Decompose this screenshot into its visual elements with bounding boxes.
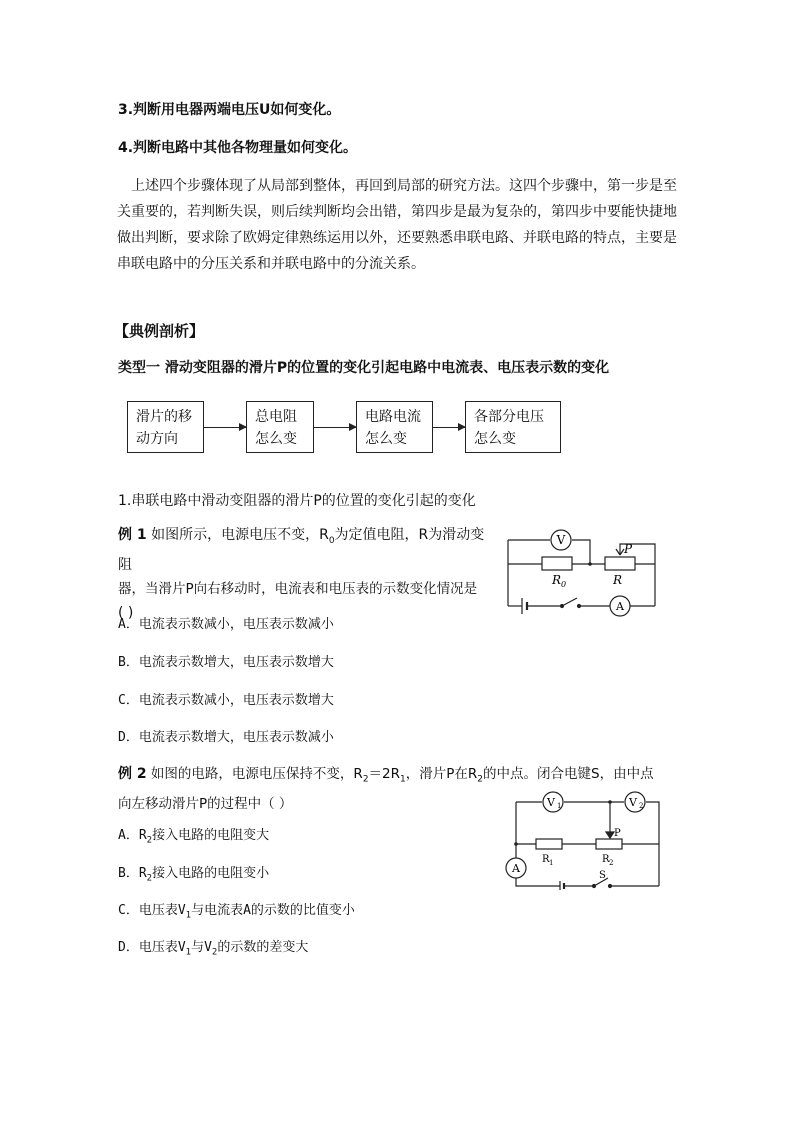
flow-box-1-line-2: 动方向 xyxy=(136,431,178,447)
example-2-stem-d: 的中点。闭合电键S，由中点 xyxy=(483,766,654,782)
r0-label: R xyxy=(552,573,562,587)
flow-arrow-3 xyxy=(433,427,465,428)
flow-box-4-line-1: 各部分电压 xyxy=(474,409,544,425)
example-2-option-d-sub2: 2 xyxy=(211,947,218,958)
example-2-sub-r2b: 2 xyxy=(477,774,484,785)
subsection-title: 1.串联电路中滑动变阻器的滑片P的位置的变化引起的变化 xyxy=(118,493,476,509)
step-3: 3.判断用电器两端电压U如何变化。 xyxy=(118,102,341,118)
step-4: 4.判断电路中其他各物理量如何变化。 xyxy=(118,140,358,156)
r1-label-sub: 1 xyxy=(549,859,554,867)
type-title: 类型一 滑动变阻器的滑片P的位置的变化引起电路中电流表、电压表示数的变化 xyxy=(118,360,610,376)
example-1-stem-line-2: 器，当滑片P向右移动时，电流表和电压表的示数变化情况是 xyxy=(118,580,478,597)
flow-box-2-line-2: 怎么变 xyxy=(255,431,297,447)
example-2-option-a-sub: 2 xyxy=(146,835,153,846)
flow-box-2 xyxy=(246,401,314,453)
example-2-option-b-sub: 2 xyxy=(146,873,153,884)
example-1-option-d: D．电流表示数增大，电压表示数减小 xyxy=(118,730,334,745)
example-1-option-c: C．电流表示数减小，电压表示数增大 xyxy=(118,693,334,708)
ammeter-label: A xyxy=(616,600,624,613)
flow-box-4-line-2: 怎么变 xyxy=(474,431,516,447)
r2-label-sub: 2 xyxy=(609,859,614,867)
example-2-stem-a: 如图的电路，电源电压保持不变，R xyxy=(150,766,363,782)
example-2-option-d-mid: 与V xyxy=(191,940,212,955)
example-2-option-d-pre: D．电压表V xyxy=(118,940,186,955)
example-2-stem-b: ＝2R xyxy=(368,766,401,782)
example-1-option-b: B．电流表示数增大，电压表示数增大 xyxy=(118,655,334,670)
example-2-sub-r1: 1 xyxy=(400,774,406,785)
example-2-stem-c: ，滑片P在R xyxy=(405,766,478,782)
example-2-option-c-post: 与电流表A的示数的比值变小 xyxy=(191,903,355,918)
example-2-option-b-pre: B．R xyxy=(118,866,147,881)
flow-box-3-line-2: 怎么变 xyxy=(365,431,407,447)
flow-arrow-1 xyxy=(204,427,246,428)
v2-label-sub: 2 xyxy=(639,802,644,810)
r0-label-sub: 0 xyxy=(561,580,567,589)
v1-label-sub: 1 xyxy=(557,802,562,810)
example-2-option-a-post: 接入电路的电阻变大 xyxy=(152,828,270,843)
example-1-option-a: A．电流表示数减小，电压表示数减小 xyxy=(118,617,334,632)
r0-subscript: 0 xyxy=(328,535,335,546)
example-2-sub-r2a: 2 xyxy=(362,774,369,785)
slider-label: P xyxy=(624,542,633,556)
example-2-label: 例 2 xyxy=(118,766,147,782)
example-2-option-a-pre: A．R xyxy=(118,828,147,843)
example-1-circuit xyxy=(500,522,666,618)
example-2-option-c-pre: C．电压表V xyxy=(118,903,186,918)
example-2-stem-line-2: 向左移动滑片P的过程中（ ） xyxy=(118,795,293,812)
flow-box-4 xyxy=(465,401,561,453)
v2-label: V xyxy=(629,796,637,809)
example-1-stem-part-1: 如图所示，电源电压不变，R xyxy=(151,527,329,543)
summary-line-1: 上述四个步骤体现了从局部到整体，再回到局部的研究方法。这四个步骤中，第一步是至 xyxy=(131,178,677,194)
r1-label: R xyxy=(542,854,550,865)
flow-arrow-2 xyxy=(314,427,356,428)
summary-line-3: 做出判断，要求除了欧姆定律熟练运用以外，还要熟悉串联电路、并联电路的特点，主要是 xyxy=(117,230,677,246)
flow-box-2-line-1: 总电阻 xyxy=(255,409,297,425)
example-2-option-b xyxy=(118,862,269,884)
example-2-option-a xyxy=(118,824,269,846)
example-2-option-d-post: 的示数的差变大 xyxy=(217,940,309,955)
example-1-label: 例 1 xyxy=(118,527,147,543)
slider-2-label: P xyxy=(614,828,621,839)
flow-box-1-line-1: 滑片的移 xyxy=(136,409,192,425)
v1-label: V xyxy=(547,796,555,809)
example-1-answer-blank: ( ) xyxy=(118,604,134,621)
summary-line-4: 串联电路中的分压关系和并联电路中的分流关系。 xyxy=(117,256,425,272)
example-1-stem-part-2: 为定值电阻，R为滑动变阻 xyxy=(118,527,485,573)
switch-label: S xyxy=(599,870,606,881)
example-2-option-d-sub1: 1 xyxy=(185,947,192,958)
example-2-option-c-sub: 1 xyxy=(185,910,192,921)
summary-line-2: 关重要的，若判断失误，则后续判断均会出错，第四步是最为复杂的，第四步中要能快捷地 xyxy=(117,204,677,220)
example-2-circuit xyxy=(502,788,666,890)
example-1-stem xyxy=(118,523,498,625)
ammeter-2-label: A xyxy=(512,862,520,875)
r-label: R xyxy=(613,573,623,587)
section-title: 【典例剖析】 xyxy=(114,322,205,340)
example-2-option-c xyxy=(118,899,355,921)
example-2-option-b-post: 接入电路的电阻变小 xyxy=(152,866,270,881)
flow-box-3-line-1: 电路电流 xyxy=(365,409,421,425)
summary-paragraph xyxy=(117,173,677,277)
example-2-option-d xyxy=(118,936,308,958)
flow-box-1 xyxy=(127,401,204,453)
flow-box-3 xyxy=(356,401,433,453)
voltmeter-label: V xyxy=(556,533,566,547)
r2-label: R xyxy=(602,854,610,865)
